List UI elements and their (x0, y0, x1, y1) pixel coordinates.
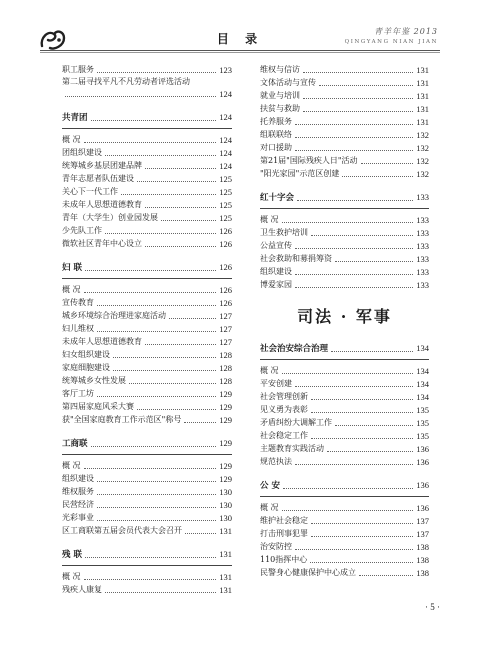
toc-entry[interactable] (62, 472, 232, 485)
part-title: 司法 · 军事 (297, 307, 392, 326)
entry-title: 青年志愿者队伍建设 (62, 174, 134, 183)
book-title-en: QINGYANG NIAN JIAN (344, 39, 438, 45)
toc-entry[interactable] (260, 429, 429, 442)
entry-title: 光彩事业 (62, 513, 94, 522)
entry-title: 概 况 (62, 572, 81, 581)
entry-title: 未成年人思想道德教育 (62, 337, 142, 346)
entry-title: 概 况 (260, 366, 279, 375)
toc-entry[interactable] (62, 498, 232, 511)
page-number: 128 (219, 375, 232, 386)
dot-leader (335, 425, 413, 426)
toc-entry[interactable] (260, 403, 429, 416)
toc-section-heading[interactable] (62, 256, 232, 279)
toc-section-heading[interactable] (62, 543, 232, 566)
header-rule (40, 50, 440, 51)
toc-entry[interactable] (62, 198, 232, 211)
dot-leader (84, 142, 217, 143)
page-number: 131 (219, 549, 232, 559)
entry-title: 民营经济 (62, 500, 94, 509)
dot-leader (303, 72, 413, 73)
dot-leader (295, 386, 413, 387)
toc-section-heading[interactable] (62, 432, 232, 455)
dot-leader (311, 412, 413, 413)
dot-leader (97, 396, 216, 397)
entry-title: 社会稳定工作 (260, 431, 308, 440)
entry-title: 第21届"国际残疾人日"活动 (260, 156, 358, 165)
dot-leader (145, 344, 216, 345)
running-header (345, 26, 438, 45)
entry-title: 平安创建 (260, 379, 292, 388)
toc-entry[interactable] (260, 553, 429, 566)
entry-title: 就业与培训 (260, 91, 300, 100)
entry-title: 扶贫与救助 (260, 104, 300, 113)
page-number: 125 (219, 199, 232, 210)
page-number: 127 (219, 336, 232, 347)
page-number: 134 (416, 378, 429, 389)
dot-leader (97, 520, 216, 521)
entry-title: 概 况 (62, 135, 81, 144)
entry-title: 维护社会稳定 (260, 516, 308, 525)
toc-entry[interactable] (260, 527, 429, 540)
section-title: 妇 联 (62, 263, 82, 273)
entry-title: 城乡环境综合治理进家庭活动 (62, 311, 166, 320)
entry-title: 组织建设 (62, 474, 94, 483)
entry-title: 组联联络 (260, 130, 292, 139)
dot-leader (303, 111, 413, 112)
page-number: 131 (416, 90, 429, 101)
toc-entry[interactable] (62, 400, 232, 413)
page-number: 134 (416, 365, 429, 376)
dot-leader (65, 96, 216, 97)
dot-leader (97, 305, 216, 306)
toc-entry[interactable] (260, 76, 429, 89)
entry-title: 第四届家庭风采大赛 (62, 402, 134, 411)
page-number: 133 (416, 240, 429, 251)
toc-entry[interactable] (62, 87, 232, 100)
toc-entry[interactable] (62, 361, 232, 374)
section-title: 残 联 (62, 550, 82, 560)
toc-entry[interactable] (260, 226, 429, 239)
page-number: 135 (416, 404, 429, 415)
dot-leader (311, 523, 413, 524)
toc-entry[interactable] (260, 566, 429, 579)
toc-entry[interactable] (260, 63, 429, 76)
page-number: 129 (219, 460, 232, 471)
page-number: 136 (416, 502, 429, 513)
page-number: 127 (219, 310, 232, 321)
dot-leader (105, 233, 216, 234)
toc-entry[interactable] (260, 239, 429, 252)
page-number: 134 (416, 391, 429, 402)
page-number: 135 (416, 430, 429, 441)
toc-right-column (260, 63, 429, 579)
toc-entry[interactable] (260, 540, 429, 553)
page-number: 136 (416, 443, 429, 454)
entry-title: 组织建设 (260, 267, 292, 276)
dot-leader (97, 507, 216, 508)
entry-title: 第二届寻找平凡不凡劳动者评选活动 (62, 77, 190, 86)
page-number: 125 (219, 212, 232, 223)
page-number: 127 (219, 323, 232, 334)
dot-leader (145, 168, 216, 169)
dot-leader (295, 137, 413, 138)
page-number: 129 (219, 414, 232, 425)
entry-title: 团组织建设 (62, 148, 102, 157)
toc-entry[interactable] (62, 237, 232, 250)
page-number: 128 (219, 349, 232, 360)
entry-title: 维权服务 (62, 487, 94, 496)
entry-title: 主题教育实践活动 (260, 444, 324, 453)
dot-leader (295, 464, 413, 465)
toc-entry[interactable] (62, 413, 232, 426)
toc-entry[interactable] (62, 211, 232, 224)
entry-title: 获"全国家庭教育工作示范区"称号 (62, 415, 182, 424)
header-rule-thin (40, 52, 440, 53)
page-number: 138 (416, 567, 429, 578)
entry-title: 社会管理创新 (260, 392, 308, 401)
page-number: 124 (219, 134, 232, 145)
page-number: 126 (219, 297, 232, 308)
dot-leader (145, 246, 216, 247)
toc-entry[interactable] (260, 455, 429, 468)
dot-leader (282, 222, 414, 223)
dot-leader (84, 292, 217, 293)
dot-leader (361, 163, 414, 164)
page-number: 126 (219, 238, 232, 249)
page-number: 133 (416, 279, 429, 290)
entry-title: 客厅工坊 (62, 389, 94, 398)
toc-entry[interactable] (260, 128, 429, 141)
toc-entry[interactable] (62, 146, 232, 159)
page-number: 130 (219, 486, 232, 497)
dot-leader (97, 72, 216, 73)
page-number: 124 (219, 160, 232, 171)
dot-leader (311, 536, 413, 537)
page-number: · 5 · (425, 602, 440, 612)
dot-leader (311, 235, 413, 236)
entry-title: 对口援助 (260, 143, 292, 152)
dot-leader (85, 557, 216, 558)
page-number: 138 (416, 554, 429, 565)
dot-leader (97, 331, 216, 332)
toc-entry[interactable] (260, 514, 429, 527)
toc-entry[interactable] (260, 416, 429, 429)
toc-entry[interactable] (62, 185, 232, 198)
entry-title: 卫生救护培训 (260, 228, 308, 237)
dot-leader (335, 261, 413, 262)
page-number: 132 (416, 168, 429, 179)
toc-section-heading[interactable] (62, 106, 232, 129)
toc-entry[interactable] (260, 390, 429, 403)
entry-title: 矛盾纠纷大调解工作 (260, 418, 332, 427)
page-title: 目 录 (216, 32, 264, 46)
entry-title: 概 况 (62, 285, 81, 294)
toc-entry[interactable] (62, 335, 232, 348)
page-number: 129 (219, 438, 232, 448)
page-number: 130 (219, 512, 232, 523)
page-number: 136 (416, 480, 429, 490)
page-number: 131 (416, 103, 429, 114)
page-number: 124 (219, 88, 232, 99)
toc-entry[interactable] (62, 511, 232, 524)
entry-title: 公益宣传 (260, 241, 292, 250)
dot-leader (342, 176, 413, 177)
page-number: 124 (219, 112, 232, 122)
page-number: 133 (416, 214, 429, 225)
dot-leader (311, 438, 413, 439)
dot-leader (310, 562, 413, 563)
page-number: 131 (416, 77, 429, 88)
page-number: 136 (416, 456, 429, 467)
page-number: 125 (219, 186, 232, 197)
entry-title: 见义勇为表彰 (260, 405, 308, 414)
dot-leader (295, 150, 413, 151)
entry-title: 社会救助和募捐筹资 (260, 254, 332, 263)
dot-leader (121, 194, 216, 195)
entry-title: 托养服务 (260, 117, 292, 126)
toc-entry[interactable] (260, 364, 429, 377)
entry-title: 宣传教育 (62, 298, 94, 307)
dot-leader (113, 357, 216, 358)
entry-title: 少先队工作 (62, 226, 102, 235)
entry-title: 关心下一代工作 (62, 187, 118, 196)
toc-left-column (62, 63, 232, 596)
toc-entry[interactable] (62, 485, 232, 498)
page-number: 129 (219, 473, 232, 484)
entry-title: 未成年人思想道德教育 (62, 200, 142, 209)
page-number: 133 (416, 266, 429, 277)
toc-entry[interactable] (260, 501, 429, 514)
page-number: 132 (416, 155, 429, 166)
entry-title: 打击刑事犯罪 (260, 529, 308, 538)
dot-leader (84, 579, 217, 580)
toc-entry[interactable] (62, 63, 232, 76)
dot-leader (84, 468, 217, 469)
toc-entry[interactable] (62, 524, 232, 537)
entry-title: 概 况 (260, 215, 279, 224)
dot-leader (91, 446, 217, 447)
page-number: 137 (416, 515, 429, 526)
entry-title: 治安防控 (260, 542, 292, 551)
entry-title: 妇女组织建设 (62, 350, 110, 359)
dot-leader (331, 351, 413, 352)
dot-leader (105, 592, 216, 593)
toc-section-heading[interactable] (260, 337, 429, 360)
toc-entry[interactable] (260, 154, 429, 167)
page-number: 135 (416, 417, 429, 428)
dot-leader (311, 399, 413, 400)
dot-leader (295, 287, 413, 288)
dot-leader (327, 451, 413, 452)
page-number: 131 (219, 525, 232, 536)
entry-title: 妇儿维权 (62, 324, 94, 333)
toc-entry[interactable] (260, 265, 429, 278)
toc-entry[interactable] (260, 377, 429, 390)
toc-entry[interactable] (260, 102, 429, 115)
page-number: 130 (219, 499, 232, 510)
entry-title: 统筹城乡基层团建品牌 (62, 161, 142, 170)
page-number: 123 (219, 64, 232, 75)
page-number: 132 (416, 129, 429, 140)
toc-entry[interactable] (62, 296, 232, 309)
dot-leader (184, 422, 216, 423)
page-number: 129 (219, 388, 232, 399)
section-title: 红十字会 (260, 193, 295, 203)
toc-entry[interactable] (260, 213, 429, 226)
toc-entry[interactable] (62, 322, 232, 335)
dot-leader (137, 181, 216, 182)
page-number: 124 (219, 147, 232, 158)
page-number: 126 (219, 225, 232, 236)
dot-leader (282, 510, 414, 511)
toc-entry[interactable] (62, 459, 232, 472)
page-number: 131 (219, 584, 232, 595)
toc-entry[interactable] (62, 224, 232, 237)
entry-title: 家庭细胞建设 (62, 363, 110, 372)
dot-leader (169, 318, 216, 319)
page-number: 137 (416, 528, 429, 539)
page-number: 133 (416, 253, 429, 264)
entry-title: 规范执法 (260, 457, 292, 466)
toc-section-heading[interactable] (260, 186, 429, 209)
toc-section-heading[interactable] (260, 474, 429, 497)
book-title-zh: 青羊年鉴 2013 (374, 27, 438, 36)
entry-title: 概 况 (260, 503, 279, 512)
dot-leader (113, 370, 216, 371)
dot-leader (319, 85, 413, 86)
entry-title: 概 况 (62, 461, 81, 470)
entry-title: 110指挥中心 (260, 555, 308, 564)
entry-title: 维权与信访 (260, 65, 300, 74)
dot-leader (97, 494, 216, 495)
toc-entry[interactable] (62, 583, 232, 596)
toc-entry[interactable] (260, 115, 429, 128)
page-number: 133 (416, 192, 429, 202)
dot-leader (359, 575, 413, 576)
dot-leader (91, 120, 217, 121)
entry-title: 民警身心健康保护中心成立 (260, 568, 356, 577)
entry-title: 职工服务 (62, 65, 94, 74)
page-number: 131 (219, 571, 232, 582)
section-title: 社会治安综合治理 (260, 344, 329, 354)
dot-leader (145, 207, 216, 208)
toc-entry[interactable] (260, 89, 429, 102)
toc-entry[interactable] (260, 252, 429, 265)
entry-title: 博爱家园 (260, 280, 292, 289)
entry-title: 统筹城乡女性发展 (62, 376, 126, 385)
dot-leader (283, 488, 413, 489)
page-number: 131 (416, 64, 429, 75)
section-title: 公 安 (260, 481, 280, 491)
toc-entry[interactable] (62, 76, 232, 87)
page-number: 129 (219, 401, 232, 412)
toc-entry[interactable] (62, 348, 232, 361)
dot-leader (295, 248, 413, 249)
toc-entry[interactable] (260, 278, 429, 291)
entry-title: "阳光家园"示范区创建 (260, 169, 340, 178)
toc-entry[interactable] (62, 387, 232, 400)
page-number: 128 (219, 362, 232, 373)
toc-entry[interactable] (62, 159, 232, 172)
page-number: 133 (416, 227, 429, 238)
page-number: 132 (416, 142, 429, 153)
toc-entry[interactable] (62, 570, 232, 583)
dot-leader (161, 220, 216, 221)
dot-leader (185, 533, 216, 534)
dot-leader (303, 98, 413, 99)
dot-leader (85, 270, 216, 271)
page-number: 125 (219, 173, 232, 184)
toc-entry[interactable] (62, 374, 232, 387)
toc-entry[interactable] (260, 167, 429, 180)
toc-entry[interactable] (62, 283, 232, 296)
section-title: 工商联 (62, 439, 88, 449)
dot-leader (295, 124, 413, 125)
toc-entry[interactable] (62, 133, 232, 146)
entry-title: 文体活动与宣传 (260, 78, 316, 87)
dot-leader (137, 409, 216, 410)
dot-leader (295, 549, 413, 550)
entry-title: 区工商联第五届会员代表大会召开 (62, 526, 182, 535)
dot-leader (105, 155, 216, 156)
toc-entry[interactable] (62, 172, 232, 185)
dot-leader (297, 200, 413, 201)
toc-entry[interactable] (260, 442, 429, 455)
page-number: 126 (219, 262, 232, 272)
dot-leader (282, 373, 414, 374)
page-number: 131 (416, 116, 429, 127)
toc-entry[interactable] (260, 141, 429, 154)
dot-leader (129, 383, 216, 384)
page-number: 126 (219, 284, 232, 295)
dot-leader (295, 274, 413, 275)
entry-title: 青年（大学生）创业园发展 (62, 213, 158, 222)
section-title: 共青团 (62, 113, 88, 123)
dot-leader (97, 481, 216, 482)
entry-title: 微软社区青年中心设立 (62, 239, 142, 248)
entry-title: 残疾人康复 (62, 585, 102, 594)
toc-entry[interactable] (62, 309, 232, 322)
page-number: 134 (416, 343, 429, 353)
page-number: 138 (416, 541, 429, 552)
